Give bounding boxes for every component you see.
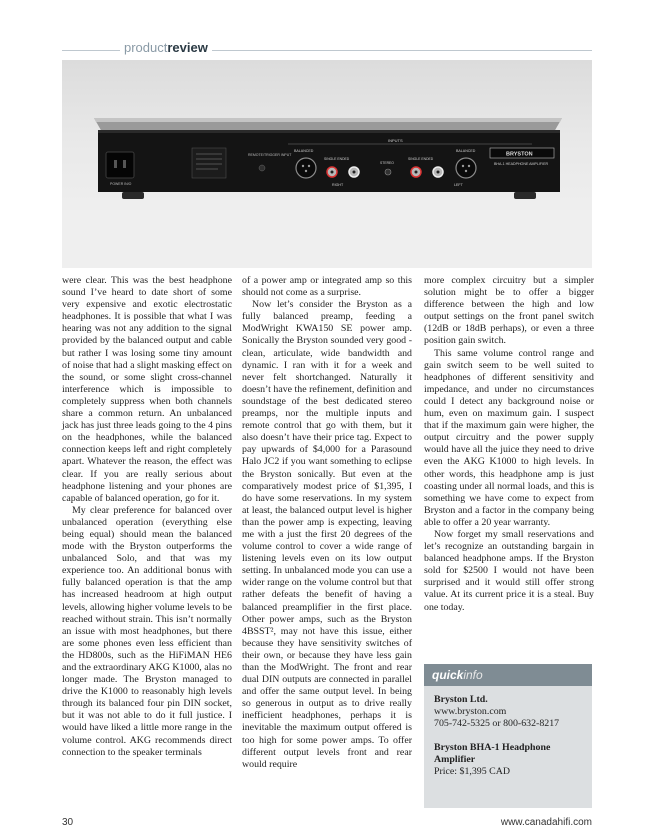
quickinfo-body bbox=[424, 686, 592, 787]
foot bbox=[514, 192, 536, 199]
single-ended-left-label: SINGLE ENDED bbox=[408, 157, 434, 161]
rear-panel bbox=[98, 130, 560, 192]
balanced-left-label: BALANCED bbox=[456, 149, 476, 153]
paragraph: more complex circuitry but a simpler solution might be to offer a bigger difference between the high and low output settings on the front panel switch (12dB or 18dB perhaps), or even a three position gain switch. bbox=[424, 275, 594, 347]
section-label-part1: product bbox=[124, 40, 168, 55]
section-label bbox=[120, 40, 212, 55]
power-socket bbox=[106, 152, 134, 178]
quickinfo-box bbox=[424, 664, 592, 808]
quickinfo-title-part2: info bbox=[463, 668, 483, 682]
company-phone: 705-742-5325 or 800-632-8217 bbox=[434, 718, 560, 730]
footer-url: www.canadahifi.com bbox=[500, 817, 592, 828]
product-name: Bryston BHA-1 Headphone Amplifier bbox=[434, 742, 551, 766]
product-photo bbox=[62, 60, 592, 268]
paragraph: of a power amp or integrated amp so this should not come as a surprise. bbox=[242, 275, 412, 299]
paragraph: This same volume control range and gain switch seem to be well suited to headphones of different sensitivity and impedance, and under no circumstances could I detect any background noise or hum, even on maximum gain. I suspect that if the maximum gain were higher, the output circuitry and the power supply would have all the juice they need to drive even the AKG K1000 to high levels. In other words, this headphone amp is just coasting under all normal loads, and this is something we have come to expect from Bryston and a factor in the company being able to offer a 20 year warranty. bbox=[424, 347, 594, 528]
quickinfo-title-part1: quick bbox=[432, 668, 464, 682]
page-number: 30 bbox=[62, 817, 74, 828]
text-column-2 bbox=[242, 275, 412, 771]
brand-label: BRYSTON bbox=[506, 151, 533, 158]
paragraph: Now let’s consider the Bryston as a fully balanced preamp, feeding a ModWright KWA150 SE power amp. Sonically the Bryston sounded very good - clean, articulate, wide bandwidth and dynamic. I ran with it for a week and never felt shortchanged. Naturally it doesn’t have the refinement, definition and soundstage of the best dedicated stereo preamps, nor the multiple inputs and remote control that go with them, but it also doesn’t have their price tag. Expect to pay upwards of $4,000 for a Parasound Halo JC2 if you want something to eclipse the Bryston sonically. But even at the comparatively modest price of $1,395, I do have some reservations. In my system at least, the balanced output level is higher than the power amp is expecting, leaving me with a just the first 20 degrees of the volume control to cover a wide range of listening levels even on its low output setting. In unbalanced mode you can use a wider range on the volume control but that rather defeats the benefit of having a balanced preamplifier in the first place. Other power amps, such as the Bryston 4BSST², may not have this issue, either because they have sensitivity switches of their own, or because they have less gain than the ModWright. The front and rear dual DIN outputs are connected in parallel and offer the same output level. In being so generous in output as to drive really inefficient headphones, perhaps it is inevitable the maximum output offered is too high for some power amps. To offer different output levels front and rear would require bbox=[242, 299, 412, 770]
product-price: Price: $1,395 CAD bbox=[434, 766, 510, 778]
foot bbox=[122, 192, 144, 199]
xlr-input-left bbox=[456, 158, 476, 178]
spec-label bbox=[192, 148, 226, 178]
section-header bbox=[62, 40, 592, 58]
right-label: RIGHT bbox=[332, 183, 344, 187]
xlr-input-right bbox=[296, 158, 316, 178]
inputs-label: INPUTS bbox=[388, 138, 403, 143]
model-label: BHA-1 HEADPHONE AMPLIFIER bbox=[494, 162, 549, 166]
stereo-jack bbox=[385, 169, 391, 175]
single-ended-right-label: SINGLE ENDED bbox=[324, 157, 350, 161]
power-label: POWER IN/O bbox=[110, 182, 132, 186]
company-name: Bryston Ltd. bbox=[434, 694, 488, 705]
quickinfo-title bbox=[424, 664, 592, 686]
paragraph: were clear. This was the best headphone sound I’ve heard to date short of some very expensive and exotic electrostatic headphones. It is possible that what I was hearing was not any addition to the signal provided by the balanced output and cable but rather I was losing some tiny amount of noise that had a slight masking effect on the sound, or some slight cross-channel interference which is impossible to completely suppress when both channels share a common return. An unbalanced jack has just three leads going to the 4 pins on the headphones, while the balanced connection keeps left and right completely apart. Whatever the reason, the effect was clear. If you are really serious about headphone listening and your phones are capable of balanced operation, go for it. bbox=[62, 275, 232, 504]
left-label: LEFT bbox=[454, 183, 463, 187]
stereo-label: STEREO bbox=[380, 161, 394, 165]
paragraph: Now forget my small reservations and let’s recognize an outstanding bargain in balanced headphone amps. If the Bryston sold for $2500 I would not have been surprised and it would still offer strong value. At its current price it is a steal. Buy one today. bbox=[424, 528, 594, 613]
text-column-3 bbox=[424, 275, 594, 614]
trigger-jack bbox=[259, 165, 265, 171]
trigger-label: REMOTE/TRIGGER INPUT bbox=[248, 153, 292, 157]
amplifier-rear-panel bbox=[62, 60, 592, 268]
text-column-1 bbox=[62, 275, 232, 759]
section-label-part2: review bbox=[167, 40, 208, 55]
company-url: www.bryston.com bbox=[434, 706, 507, 718]
paragraph: My clear preference for balanced over unbalanced operation (everything else being equal) should mean the balanced mode with the Bryston outperforms the unbalanced Solo, and that was my experience too. An additional bonus with fully balanced operation is that the amp has increased headroom at high output levels, allowing higher volume levels to be reached without strain. This isn’t normally an issue with most headphones, but there are some phones even less efficient than the HD800s, such as the HiFiMAN HE6 and the extraordinary AKG K1000, alas no longer made. The Bryston managed to drive the K1000 to reasonably high levels through its balanced four pin DIN socket, but it was not able to do it full justice. I would have liked a little more range in the volume control. AKG recommends direct connection to the speaker terminals bbox=[62, 504, 232, 758]
balanced-right-label: BALANCED bbox=[294, 149, 314, 153]
